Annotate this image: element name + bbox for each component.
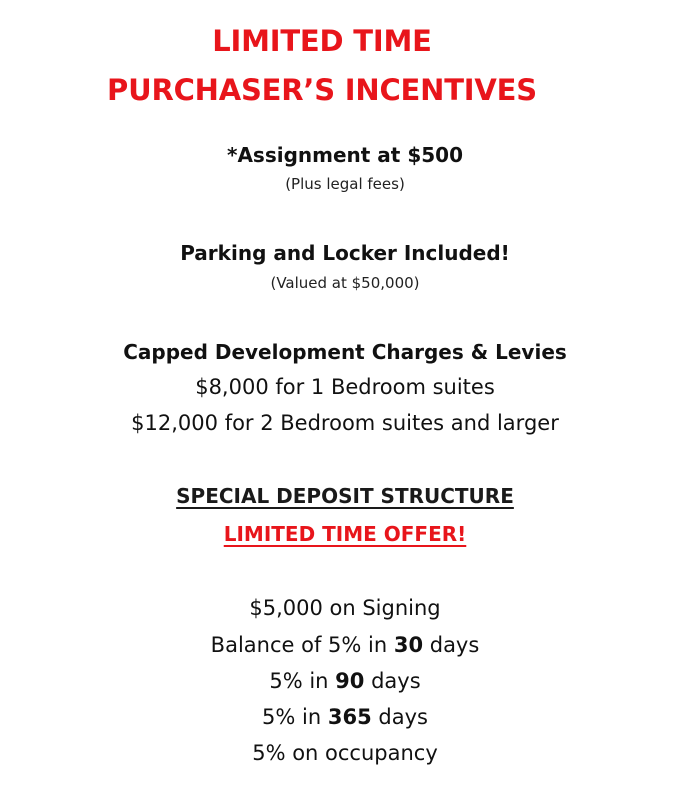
deposit-90-suffix: days [364, 669, 421, 693]
deposit-365-prefix: 5% in [262, 705, 328, 729]
deposit-structure-title: SPECIAL DEPOSIT STRUCTURE [176, 484, 514, 508]
deposit-signing: $5,000 on Signing [249, 596, 441, 620]
assignment-note: (Plus legal fees) [285, 175, 405, 193]
deposit-365-days [0, 707, 690, 728]
headline-purchaser-incentives: PURCHASER’S INCENTIVES [107, 73, 537, 107]
limited-time-offer: LIMITED TIME OFFER! [223, 522, 467, 546]
deposit-365-suffix: days [371, 705, 428, 729]
deposit-90-prefix: 5% in [269, 669, 336, 693]
deposit-occupancy: 5% on occupancy [252, 741, 438, 765]
deposit-balance-30-days [0, 635, 690, 656]
charges-title: Capped Development Charges & Levies [123, 340, 567, 364]
deposit-balance-suffix: days [423, 633, 480, 657]
deposit-365-days-number: 365 [327, 705, 372, 729]
charges-two-bedroom: $12,000 for 2 Bedroom suites and larger [131, 411, 559, 435]
assignment-title: *Assignment at $500 [226, 143, 463, 167]
parking-note: (Valued at $50,000) [270, 274, 420, 292]
deposit-balance-prefix: Balance of 5% in [210, 633, 394, 657]
deposit-90-days-number: 90 [335, 669, 365, 693]
deposit-90-days [0, 671, 690, 692]
headline-limited-time: LIMITED TIME [212, 24, 432, 58]
parking-title: Parking and Locker Included! [180, 241, 510, 265]
charges-one-bedroom: $8,000 for 1 Bedroom suites [195, 375, 495, 399]
deposit-balance-days: 30 [393, 633, 424, 657]
